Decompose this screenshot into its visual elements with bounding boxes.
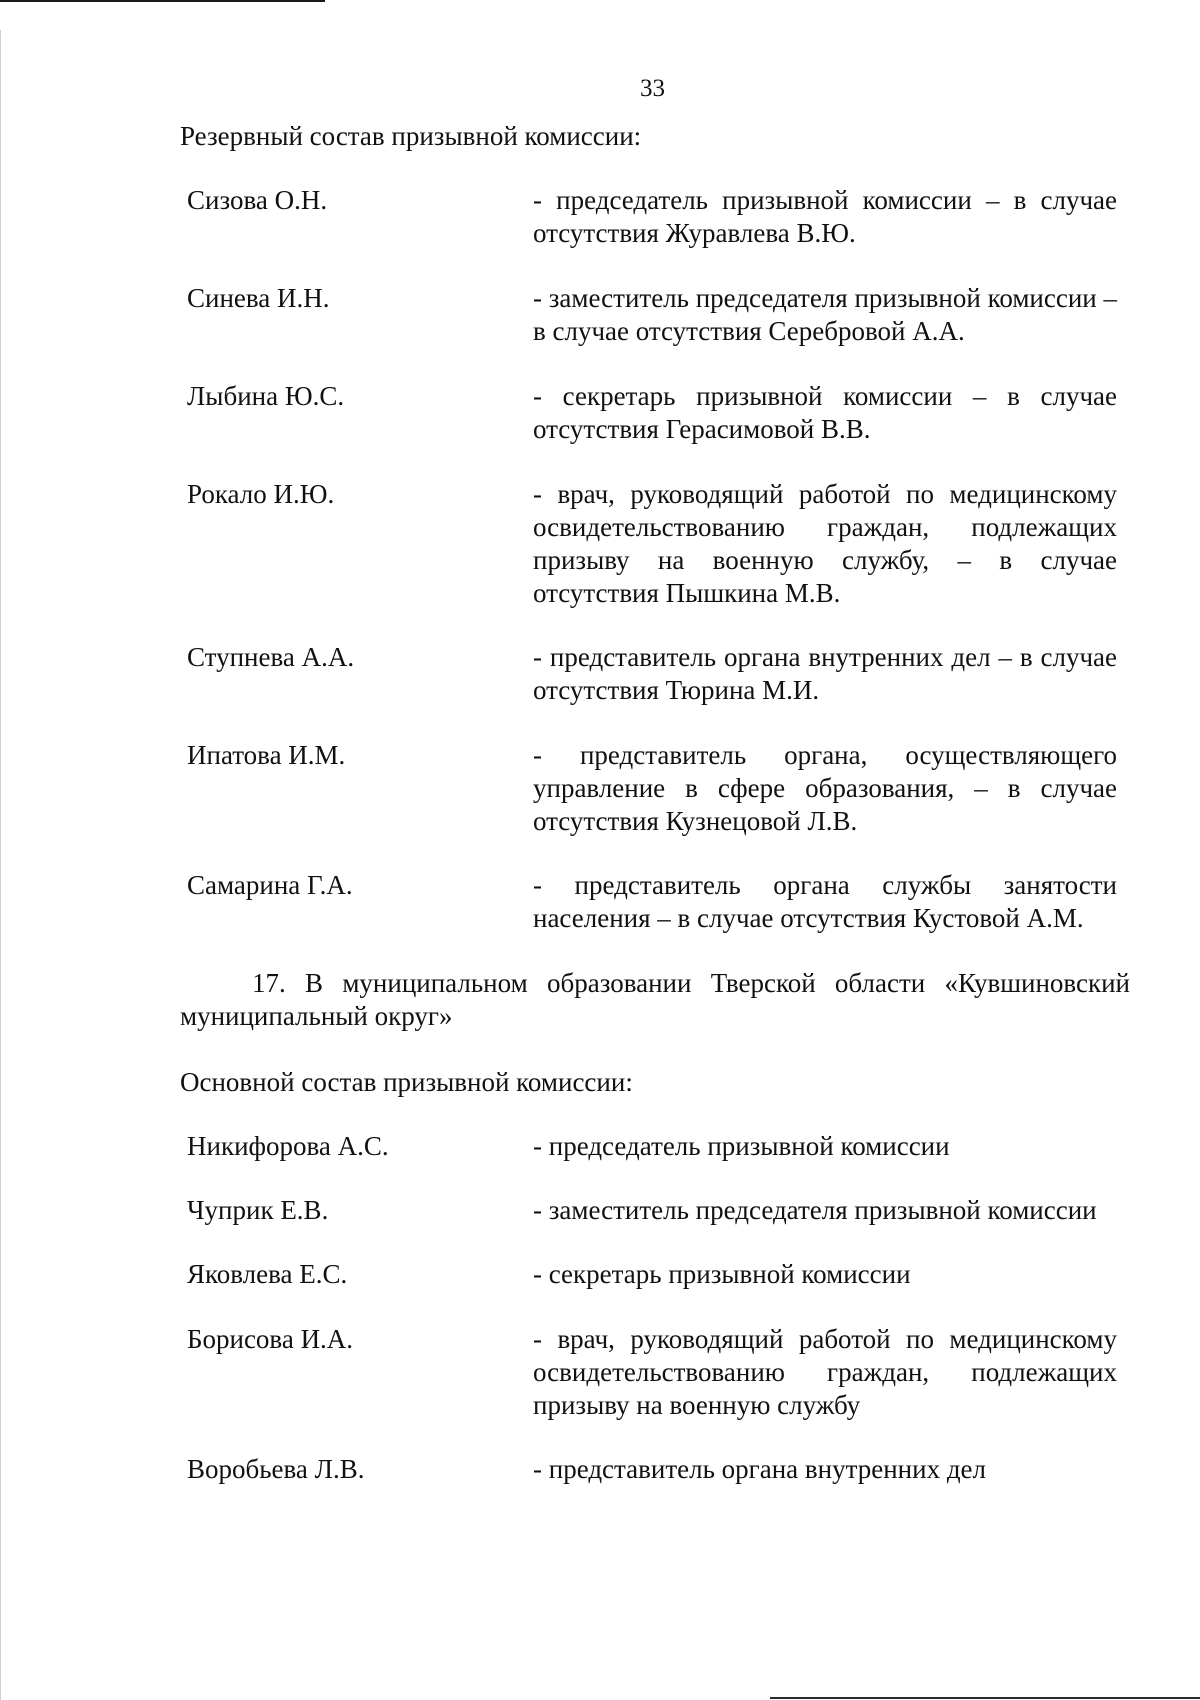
- member-role: - представитель органа внутренних дел: [533, 1454, 987, 1484]
- member-role: - представитель органа внутренних дел – в случае отсутствия Тюрина М.И.: [533, 642, 1117, 705]
- member-name: Борисова И.А.: [187, 1324, 354, 1354]
- member-name: Ипатова И.М.: [187, 740, 346, 770]
- member-role: - врач, руководящий работой по медицинскому освидетельствованию граждан, подлежащих призыву на военную службу, – в случае отсутствия Пышкина М.В.: [533, 479, 1117, 608]
- member-name: Яковлева Е.С.: [187, 1259, 348, 1289]
- member-name: Синева И.Н.: [187, 283, 330, 313]
- member-name: Ступнева А.А.: [187, 642, 355, 672]
- member-name: Никифорова А.С.: [187, 1131, 389, 1161]
- member-name: Рокало И.Ю.: [187, 479, 335, 509]
- member-role: - председатель призывной комиссии – в случае отсутствия Журавлева В.Ю.: [533, 185, 1117, 248]
- member-name: Сизова О.Н.: [187, 185, 328, 215]
- member-role: - представитель органа, осуществляющего управление в сфере образования, – в случае отсутствия Кузнецовой Л.В.: [533, 740, 1117, 836]
- reserve-composition-heading: Резервный состав призывной комиссии:: [180, 121, 642, 151]
- member-role: - председатель призывной комиссии: [533, 1131, 950, 1161]
- member-role: - заместитель председателя призывной комиссии: [533, 1195, 1097, 1225]
- member-name: Лыбина Ю.С.: [187, 381, 345, 411]
- member-role: - секретарь призывной комиссии – в случае отсутствия Герасимовой В.В.: [533, 381, 1117, 444]
- member-role: - заместитель председателя призывной комиссии – в случае отсутствия Серебровой А.А.: [533, 283, 1117, 346]
- member-role: - врач, руководящий работой по медицинскому освидетельствованию граждан, подлежащих призыву на военную службу: [533, 1324, 1117, 1420]
- member-name: Чуприк Е.В.: [187, 1195, 329, 1225]
- section-17-paragraph: 17. В муниципальном образовании Тверской области «Кувшиновский муниципальный округ»: [180, 968, 1130, 1031]
- member-role: - секретарь призывной комиссии: [533, 1259, 911, 1289]
- main-composition-heading: Основной состав призывной комиссии:: [180, 1067, 633, 1097]
- page-number: 33: [640, 75, 665, 102]
- member-role: - представитель органа службы занятости населения – в случае отсутствия Кустовой А.М.: [533, 870, 1117, 933]
- member-name: Воробьева Л.В.: [187, 1454, 365, 1484]
- scan-edge-top: [0, 0, 325, 2]
- member-name: Самарина Г.А.: [187, 870, 353, 900]
- scan-edge-bottom: [770, 1697, 1200, 1699]
- scan-edge-left: [0, 30, 1, 1700]
